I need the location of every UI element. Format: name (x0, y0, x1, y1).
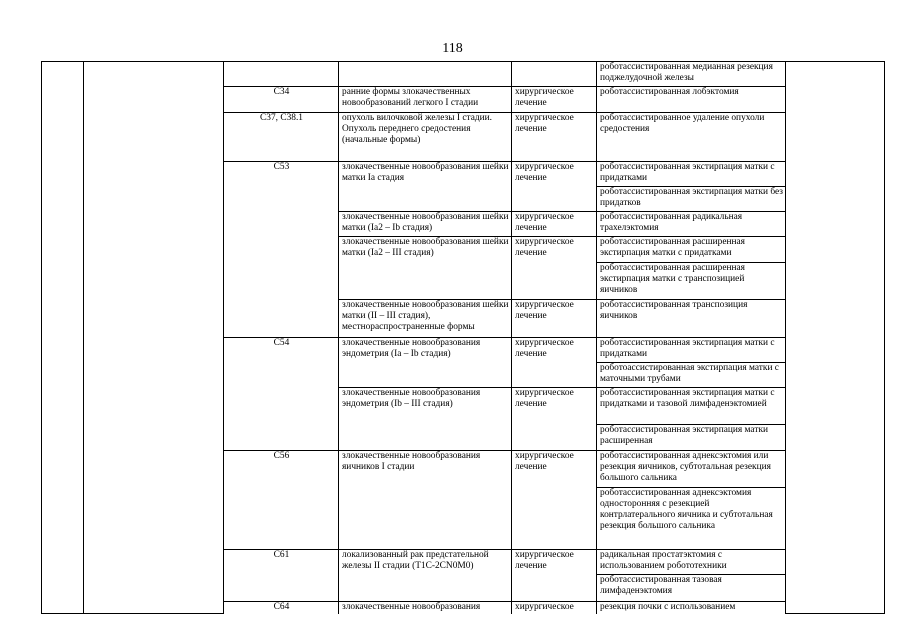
method-cell: радикальная простатэктомия с использованием робототехники (597, 550, 786, 575)
treatment-cell: хирургическое лечение (512, 212, 597, 237)
method-cell: резекция почки с использованием (597, 602, 786, 614)
method-cell: роботассистированная экстирпация матки расширенная (597, 425, 786, 451)
method-cell: роботассистированная лобэктомия (597, 87, 786, 113)
method-cell: роботассистированная экстирпация матки без придатков (597, 187, 786, 212)
column-7-cell (786, 62, 885, 614)
code-cell: C34 (224, 87, 339, 113)
code-cell: C37, C38.1 (224, 113, 339, 162)
method-cell: роботассистированная медианная резекция поджелудочной железы (597, 62, 786, 87)
method-cell: роботассистированная экстирпация матки с придатками (597, 338, 786, 363)
method-cell: роботассистированная транспозиция яичников (597, 300, 786, 338)
procedures-table (41, 61, 885, 614)
method-cell: роботоассистированная экстирпация матки с маточными трубами (597, 363, 786, 388)
treatment-cell: хирургическое лечение (512, 162, 597, 212)
treatment-cell: хирургическое лечение (512, 237, 597, 300)
method-cell: роботассистированная расширенная экстирпация матки с придатками (597, 237, 786, 263)
diagnosis-cell: ранние формы злокачественных новообразований легкого I стадии (339, 87, 512, 113)
treatment-cell: хирургическое лечение (512, 300, 597, 338)
method-cell: роботассистированная аднексэктомия или резекция яичников, субтотальная резекция большого сальника (597, 451, 786, 488)
method-cell: роботассистированная радикальная трахелэктомия (597, 212, 786, 237)
treatment-cell: хирургическое лечение (512, 113, 597, 162)
diagnosis-cell: злокачественные новообразования шейки матки Ia стадия (339, 162, 512, 212)
treatment-cell: хирургическое (512, 602, 597, 614)
diagnosis-cell: злокачественные новообразования шейки матки (Ia2 – Ib стадия) (339, 212, 512, 237)
treatment-cell: хирургическое лечение (512, 388, 597, 451)
diagnosis-cell: злокачественные новообразования шейки матки (II – III стадия), местнораспространенные формы (339, 300, 512, 338)
code-cell: C54 (224, 338, 339, 451)
table-row (42, 62, 885, 87)
diagnosis-cell: локализованный рак предстательной железы II стадии (T1C-2CN0M0) (339, 550, 512, 602)
column-1-cell (42, 62, 84, 614)
diagnosis-cell: злокачественные новообразования шейки матки (Ia2 – III стадия) (339, 237, 512, 300)
diagnosis-cell: злокачественные новообразования яичников I стадии (339, 451, 512, 550)
code-cell: C56 (224, 451, 339, 550)
diagnosis-cell: опухоль вилочковой железы I стадии. Опухоль переднего средостения (начальные формы) (339, 113, 512, 162)
treatment-cell: хирургическое лечение (512, 550, 597, 602)
treatment-cell: хирургическое лечение (512, 338, 597, 388)
code-cell: C53 (224, 162, 339, 338)
code-cell: C61 (224, 550, 339, 602)
treatment-cell: хирургическое лечение (512, 451, 597, 550)
code-cell: C64 (224, 602, 339, 614)
treatment-cell: хирургическое лечение (512, 87, 597, 113)
diagnosis-cell: злокачественные новообразования эндометрия (Ia – Ib стадия) (339, 338, 512, 388)
diagnosis-cell (339, 62, 512, 87)
method-cell: роботассистированная расширенная экстирпация матки с транспозицией яичников (597, 263, 786, 300)
method-cell: роботассистированная экстирпация матки с придатками и тазовой лимфаденэктомией (597, 388, 786, 425)
method-cell: роботассистированная аднексэктомия односторонняя с резекцией контрлатерального яичника и субтотальная резекция большого сальника (597, 488, 786, 550)
method-cell: роботассистированная тазовая лимфаденэктомия (597, 575, 786, 602)
column-2-cell (84, 62, 224, 614)
diagnosis-cell: злокачественные новообразования (339, 602, 512, 614)
method-cell: роботассистированное удаление опухоли средостения (597, 113, 786, 162)
treatment-cell (512, 62, 597, 87)
code-cell (224, 62, 339, 87)
diagnosis-cell: злокачественные новообразования эндометрия (Ib – III стадия) (339, 388, 512, 451)
page-number: 118 (442, 41, 463, 56)
method-cell: роботассистированная экстирпация матки с придатками (597, 162, 786, 187)
